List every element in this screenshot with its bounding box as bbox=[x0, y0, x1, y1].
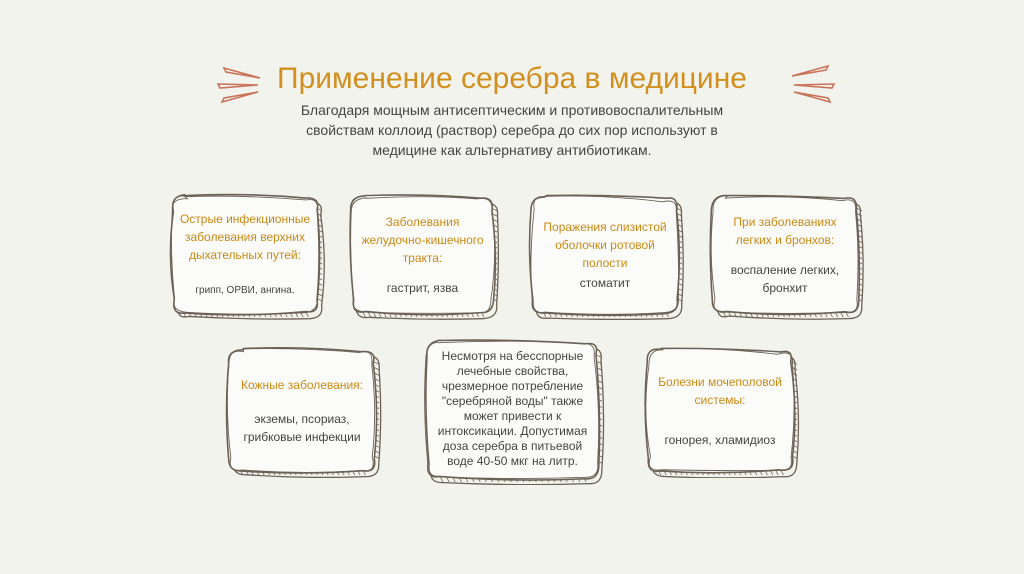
card-heading: Болезни мочеполовой системы: bbox=[658, 374, 782, 407]
card-body: гонорея, хламидиоз bbox=[664, 432, 776, 447]
card-body: воспаление легких, бронхит bbox=[730, 263, 840, 295]
page-title: Применение серебра в медицине bbox=[277, 62, 747, 95]
card-gastrointestinal bbox=[345, 190, 500, 320]
card-body: экземы, псориаз, грибковые инфекции bbox=[243, 411, 361, 444]
card-body: грипп, ОРВИ, ангина. bbox=[195, 285, 295, 296]
card-heading: Поражения слизистой оболочки ротовой полости bbox=[543, 220, 667, 270]
card-body: Несмотря на бесспорные лечебные свойства, чрезмерное потребление "серебряной воды" также может привести к интоксикации. Допустимая доза серебра в питьевой воде 40-50 мкг на литр. bbox=[437, 349, 588, 468]
card-upper-respiratory bbox=[165, 190, 325, 320]
card-lungs-bronchi bbox=[705, 190, 865, 320]
card-oral-mucosa bbox=[525, 190, 685, 320]
card-heading: Острые инфекционные заболевания верхних дыхательных путей: bbox=[179, 212, 311, 262]
card-skin-diseases bbox=[222, 343, 382, 478]
card-warning bbox=[420, 335, 605, 485]
card-heading: Кожные заболевания: bbox=[240, 377, 364, 392]
page-subtitle: Благодаря мощным антисептическим и противовоспалительным свойствам коллоид (раствор) серебра до сих пор используют в медицине как альтернативу антибиотикам. bbox=[300, 102, 724, 158]
card-urogenital bbox=[640, 343, 800, 478]
card-body: гастрит, язва bbox=[386, 281, 459, 295]
card-heading: Заболевания желудочно-кишечного тракта: bbox=[361, 215, 484, 265]
card-body: стоматит bbox=[579, 276, 631, 290]
card-heading: При заболеваниях легких и бронхов: bbox=[733, 215, 837, 247]
